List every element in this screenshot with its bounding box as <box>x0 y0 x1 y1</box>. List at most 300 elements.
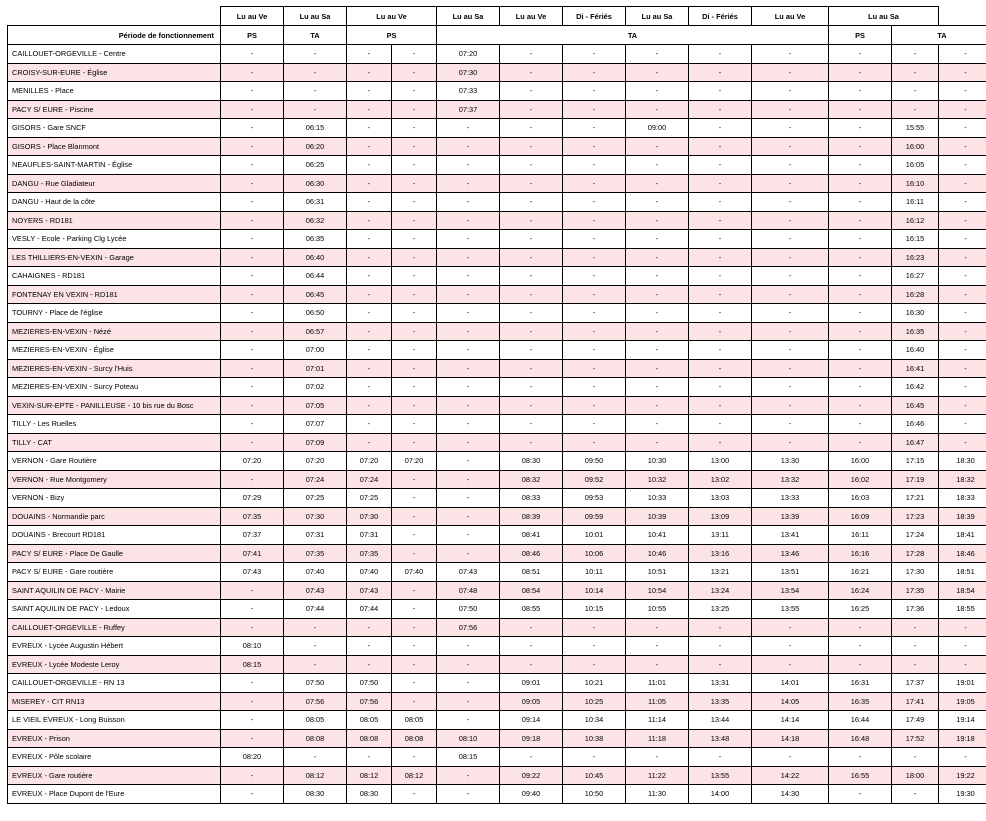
time-cell: - <box>392 655 437 674</box>
time-cell: - <box>939 359 986 378</box>
table-row <box>8 174 986 193</box>
time-cell: 06:35 <box>284 230 347 249</box>
time-cell: - <box>500 396 563 415</box>
time-cell: 18:32 <box>939 470 986 489</box>
time-cell: - <box>221 433 284 452</box>
time-cell: 07:40 <box>392 563 437 582</box>
time-cell: 08:51 <box>500 563 563 582</box>
time-cell: - <box>752 82 829 101</box>
time-cell: - <box>500 322 563 341</box>
time-cell: - <box>392 174 437 193</box>
time-cell: - <box>347 322 392 341</box>
time-cell: - <box>392 100 437 119</box>
time-cell: - <box>892 100 939 119</box>
time-cell: - <box>221 729 284 748</box>
time-cell: 08:41 <box>500 526 563 545</box>
timetable <box>7 6 986 804</box>
time-cell: - <box>563 82 626 101</box>
time-cell: - <box>626 637 689 656</box>
time-cell: - <box>829 156 892 175</box>
time-cell: - <box>752 45 829 64</box>
time-cell: - <box>689 193 752 212</box>
time-cell: - <box>392 341 437 360</box>
table-row <box>8 711 986 730</box>
time-cell: - <box>284 655 347 674</box>
time-cell: - <box>437 674 500 693</box>
header-days-cell: Lu au Sa <box>284 7 347 26</box>
table-row <box>8 729 986 748</box>
time-cell: 13:00 <box>689 452 752 471</box>
time-cell: - <box>392 692 437 711</box>
time-cell: 07:25 <box>347 489 392 508</box>
time-cell: - <box>626 45 689 64</box>
time-cell: - <box>392 119 437 138</box>
time-cell: - <box>347 285 392 304</box>
time-cell: 13:30 <box>752 452 829 471</box>
period-label: Période de fonctionnement <box>8 26 221 45</box>
time-cell: 18:33 <box>939 489 986 508</box>
time-cell: 07:30 <box>347 507 392 526</box>
time-cell: 07:43 <box>347 581 392 600</box>
time-cell: - <box>829 137 892 156</box>
time-cell: 08:30 <box>347 785 392 804</box>
time-cell: - <box>939 433 986 452</box>
time-cell: - <box>500 341 563 360</box>
stop-name: PACY S/ EURE - Gare routière <box>8 563 221 582</box>
time-cell: - <box>221 285 284 304</box>
time-cell: 16:27 <box>892 267 939 286</box>
time-cell: - <box>392 618 437 637</box>
stop-name: VEXIN-SUR-EPTE - PANILLEUSE - 10 bis rue du Bosc <box>8 396 221 415</box>
table-row <box>8 748 986 767</box>
time-cell: - <box>892 63 939 82</box>
table-row <box>8 544 986 563</box>
time-cell: - <box>689 322 752 341</box>
time-cell: 14:14 <box>752 711 829 730</box>
time-cell: - <box>752 230 829 249</box>
time-cell: - <box>752 304 829 323</box>
time-cell: - <box>626 193 689 212</box>
time-cell: - <box>939 100 986 119</box>
time-cell: - <box>347 63 392 82</box>
time-cell: - <box>221 322 284 341</box>
time-cell: - <box>437 637 500 656</box>
table-row <box>8 415 986 434</box>
time-cell: - <box>392 544 437 563</box>
time-cell: 08:39 <box>500 507 563 526</box>
time-cell: 07:29 <box>221 489 284 508</box>
table-row <box>8 600 986 619</box>
table-row <box>8 452 986 471</box>
time-cell: - <box>689 415 752 434</box>
time-cell: - <box>347 267 392 286</box>
time-cell: - <box>689 304 752 323</box>
time-cell: 10:25 <box>563 692 626 711</box>
time-cell: - <box>221 211 284 230</box>
time-cell: - <box>437 507 500 526</box>
time-cell: - <box>689 156 752 175</box>
time-cell: 17:21 <box>892 489 939 508</box>
stop-name: DANGU - Haut de la côte <box>8 193 221 212</box>
time-cell: 11:18 <box>626 729 689 748</box>
time-cell: - <box>829 174 892 193</box>
table-row <box>8 655 986 674</box>
time-cell: - <box>347 174 392 193</box>
time-cell: 10:11 <box>563 563 626 582</box>
time-cell: - <box>221 692 284 711</box>
time-cell: - <box>221 45 284 64</box>
time-cell: - <box>752 322 829 341</box>
time-cell: - <box>689 174 752 193</box>
stop-name: CAILLOUET-ORGEVILLE - Ruffey <box>8 618 221 637</box>
time-cell: 10:50 <box>563 785 626 804</box>
time-cell: - <box>437 766 500 785</box>
time-cell: - <box>752 248 829 267</box>
time-cell: - <box>752 359 829 378</box>
time-cell: - <box>347 211 392 230</box>
time-cell: 17:19 <box>892 470 939 489</box>
time-cell: 08:15 <box>437 748 500 767</box>
time-cell: - <box>563 618 626 637</box>
time-cell: - <box>752 156 829 175</box>
time-cell: - <box>437 470 500 489</box>
time-cell: 13:32 <box>752 470 829 489</box>
time-cell: 07:48 <box>437 581 500 600</box>
stop-name: CAILLOUET-ORGEVILLE - RN 13 <box>8 674 221 693</box>
time-cell: 08:10 <box>437 729 500 748</box>
time-cell: 09:00 <box>626 119 689 138</box>
time-cell: - <box>500 359 563 378</box>
stop-name: LES THILLIERS-EN-VEXIN - Garage <box>8 248 221 267</box>
time-cell: - <box>221 359 284 378</box>
time-cell: - <box>829 359 892 378</box>
stop-name: EVREUX - Lycée Modeste Leroy <box>8 655 221 674</box>
table-row <box>8 378 986 397</box>
time-cell: 07:30 <box>284 507 347 526</box>
time-cell: 08:32 <box>500 470 563 489</box>
time-cell: - <box>221 766 284 785</box>
time-cell: 14:00 <box>689 785 752 804</box>
time-cell: 07:09 <box>284 433 347 452</box>
stop-name: LE VIEIL EVREUX - Long Buisson <box>8 711 221 730</box>
time-cell: - <box>563 748 626 767</box>
table-row <box>8 137 986 156</box>
time-cell: - <box>437 396 500 415</box>
time-cell: - <box>500 748 563 767</box>
header-days-cell: Lu au Ve <box>500 7 563 26</box>
time-cell: 07:20 <box>392 452 437 471</box>
time-cell: - <box>689 230 752 249</box>
time-cell: 16:21 <box>829 563 892 582</box>
table-row <box>8 433 986 452</box>
time-cell: - <box>939 618 986 637</box>
time-cell: - <box>892 82 939 101</box>
time-cell: - <box>347 748 392 767</box>
time-cell: 07:43 <box>221 563 284 582</box>
time-cell: - <box>939 304 986 323</box>
stop-name: EVREUX - Pôle scolaire <box>8 748 221 767</box>
table-row <box>8 526 986 545</box>
stop-name: EVREUX - Lycée Augustin Hébert <box>8 637 221 656</box>
time-cell: - <box>392 489 437 508</box>
table-row <box>8 45 986 64</box>
time-cell: 10:01 <box>563 526 626 545</box>
time-cell: - <box>939 378 986 397</box>
time-cell: - <box>626 748 689 767</box>
time-cell: 07:43 <box>284 581 347 600</box>
header-days-cell: Di - Fériés <box>563 7 626 26</box>
time-cell: - <box>689 433 752 452</box>
time-cell: - <box>752 285 829 304</box>
time-cell: 07:00 <box>284 341 347 360</box>
time-cell: 10:39 <box>626 507 689 526</box>
time-cell: - <box>626 285 689 304</box>
time-cell: 07:56 <box>347 692 392 711</box>
table-row <box>8 100 986 119</box>
time-cell: - <box>626 378 689 397</box>
time-cell: - <box>563 637 626 656</box>
time-cell: 08:30 <box>284 785 347 804</box>
table-row <box>8 674 986 693</box>
time-cell: - <box>437 137 500 156</box>
time-cell: - <box>392 507 437 526</box>
time-cell: - <box>752 396 829 415</box>
stop-name: VESLY - Ecole - Parking Clg Lycée <box>8 230 221 249</box>
time-cell: 16:16 <box>829 544 892 563</box>
table-row <box>8 248 986 267</box>
time-cell: 06:30 <box>284 174 347 193</box>
time-cell: - <box>626 174 689 193</box>
time-cell: - <box>347 304 392 323</box>
stop-name: MENILLES - Place <box>8 82 221 101</box>
time-cell: 10:51 <box>626 563 689 582</box>
time-cell: 07:07 <box>284 415 347 434</box>
time-cell: 07:20 <box>284 452 347 471</box>
time-cell: 07:24 <box>284 470 347 489</box>
time-cell: 10:55 <box>626 600 689 619</box>
stop-name: SAINT AQUILIN DE PACY - Mairie <box>8 581 221 600</box>
time-cell: 06:40 <box>284 248 347 267</box>
time-cell: 08:05 <box>347 711 392 730</box>
stop-name: PACY S/ EURE - Place De Gaulle <box>8 544 221 563</box>
time-cell: 10:21 <box>563 674 626 693</box>
stop-name: CAHAIGNES - RD181 <box>8 267 221 286</box>
time-cell: 16:09 <box>829 507 892 526</box>
time-cell: 09:14 <box>500 711 563 730</box>
table-row <box>8 341 986 360</box>
stop-name: CAILLOUET-ORGEVILLE - Centre <box>8 45 221 64</box>
time-cell: - <box>829 378 892 397</box>
time-cell: 06:57 <box>284 322 347 341</box>
time-cell: - <box>752 137 829 156</box>
time-cell: - <box>221 248 284 267</box>
timetable-body <box>8 45 986 804</box>
time-cell: - <box>829 304 892 323</box>
header-corner <box>8 7 221 26</box>
time-cell: - <box>437 452 500 471</box>
time-cell: - <box>347 655 392 674</box>
time-cell: - <box>347 396 392 415</box>
time-cell: - <box>392 285 437 304</box>
time-cell: 07:44 <box>347 600 392 619</box>
time-cell: - <box>829 82 892 101</box>
time-cell: - <box>752 618 829 637</box>
time-cell: - <box>284 100 347 119</box>
header-days-cell: Di - Fériés <box>689 7 752 26</box>
time-cell: - <box>829 655 892 674</box>
time-cell: - <box>221 711 284 730</box>
time-cell: - <box>689 248 752 267</box>
time-cell: - <box>939 267 986 286</box>
table-row <box>8 267 986 286</box>
time-cell: 07:40 <box>284 563 347 582</box>
time-cell: - <box>939 193 986 212</box>
table-row <box>8 63 986 82</box>
time-cell: 10:06 <box>563 544 626 563</box>
time-cell: - <box>752 378 829 397</box>
time-cell: - <box>626 322 689 341</box>
time-cell: 18:51 <box>939 563 986 582</box>
stop-name: VERNON - Bizy <box>8 489 221 508</box>
time-cell: - <box>437 156 500 175</box>
time-cell: - <box>437 415 500 434</box>
time-cell: - <box>437 785 500 804</box>
time-cell: 07:50 <box>347 674 392 693</box>
time-cell: - <box>563 248 626 267</box>
time-cell: - <box>500 82 563 101</box>
table-row <box>8 230 986 249</box>
time-cell: - <box>347 359 392 378</box>
table-row <box>8 193 986 212</box>
time-cell: - <box>563 285 626 304</box>
time-cell: 13:31 <box>689 674 752 693</box>
time-cell: - <box>829 267 892 286</box>
time-cell: 07:41 <box>221 544 284 563</box>
time-cell: 11:30 <box>626 785 689 804</box>
time-cell: - <box>347 248 392 267</box>
time-cell: - <box>221 341 284 360</box>
time-cell: - <box>563 100 626 119</box>
time-cell: - <box>626 304 689 323</box>
time-cell: 16:45 <box>892 396 939 415</box>
time-cell: 08:12 <box>392 766 437 785</box>
stop-name: TOURNY - Place de l'église <box>8 304 221 323</box>
time-cell: - <box>437 285 500 304</box>
stop-name: NOYERS - RD181 <box>8 211 221 230</box>
time-cell: - <box>829 415 892 434</box>
header-days-cell: Lu au Sa <box>626 7 689 26</box>
time-cell: - <box>563 119 626 138</box>
time-cell: - <box>563 45 626 64</box>
time-cell: - <box>689 748 752 767</box>
time-cell: 16:47 <box>892 433 939 452</box>
time-cell: - <box>392 230 437 249</box>
time-cell: - <box>392 322 437 341</box>
time-cell: - <box>563 63 626 82</box>
time-cell: 07:35 <box>221 507 284 526</box>
time-cell: 19:01 <box>939 674 986 693</box>
time-cell: - <box>829 748 892 767</box>
time-cell: - <box>437 489 500 508</box>
time-cell: - <box>563 359 626 378</box>
time-cell: - <box>939 230 986 249</box>
time-cell: - <box>437 655 500 674</box>
time-cell: 16:40 <box>892 341 939 360</box>
time-cell: - <box>939 45 986 64</box>
stop-name: EVREUX - Prison <box>8 729 221 748</box>
stop-name: CROISY-SUR-EURE - Église <box>8 63 221 82</box>
time-cell: 06:31 <box>284 193 347 212</box>
time-cell: - <box>392 581 437 600</box>
stop-name: MEZIERES-EN-VEXIN - Nézé <box>8 322 221 341</box>
time-cell: 13:51 <box>752 563 829 582</box>
time-cell: 07:01 <box>284 359 347 378</box>
time-cell: 11:14 <box>626 711 689 730</box>
stop-name: NEAUFLES-SAINT-MARTIN - Église <box>8 156 221 175</box>
stop-name: DANGU - Rue Gladiateur <box>8 174 221 193</box>
time-cell: - <box>752 415 829 434</box>
time-cell: 07:30 <box>437 63 500 82</box>
time-cell: - <box>437 304 500 323</box>
time-cell: 06:20 <box>284 137 347 156</box>
time-cell: 10:34 <box>563 711 626 730</box>
time-cell: - <box>347 618 392 637</box>
time-cell: - <box>939 82 986 101</box>
time-cell: - <box>392 526 437 545</box>
time-cell: - <box>392 193 437 212</box>
timetable-header <box>8 7 986 45</box>
time-cell: 07:40 <box>347 563 392 582</box>
time-cell: 14:05 <box>752 692 829 711</box>
time-cell: - <box>500 378 563 397</box>
time-cell: - <box>347 119 392 138</box>
header-period-cell: PS <box>347 26 437 45</box>
time-cell: 19:22 <box>939 766 986 785</box>
time-cell: - <box>563 156 626 175</box>
time-cell: 14:22 <box>752 766 829 785</box>
time-cell: - <box>626 100 689 119</box>
time-cell: - <box>563 655 626 674</box>
time-cell: - <box>437 267 500 286</box>
days-row <box>8 7 986 26</box>
time-cell: - <box>392 359 437 378</box>
time-cell: 16:25 <box>829 600 892 619</box>
time-cell: 10:45 <box>563 766 626 785</box>
time-cell: 16:44 <box>829 711 892 730</box>
time-cell: 16:02 <box>829 470 892 489</box>
time-cell: - <box>939 415 986 434</box>
time-cell: - <box>626 82 689 101</box>
time-cell: 18:41 <box>939 526 986 545</box>
time-cell: 16:41 <box>892 359 939 378</box>
time-cell: 16:03 <box>829 489 892 508</box>
time-cell: 17:36 <box>892 600 939 619</box>
time-cell: - <box>437 692 500 711</box>
stop-name: EVREUX - Gare routière <box>8 766 221 785</box>
time-cell: - <box>392 785 437 804</box>
time-cell: 07:50 <box>284 674 347 693</box>
time-cell: - <box>626 230 689 249</box>
time-cell: - <box>392 63 437 82</box>
table-row <box>8 285 986 304</box>
header-period-cell: TA <box>284 26 347 45</box>
time-cell: 07:35 <box>284 544 347 563</box>
time-cell: 06:32 <box>284 211 347 230</box>
stop-name: EVREUX - Place Dupont de l'Eure <box>8 785 221 804</box>
time-cell: - <box>939 637 986 656</box>
time-cell: 18:46 <box>939 544 986 563</box>
time-cell: 19:14 <box>939 711 986 730</box>
